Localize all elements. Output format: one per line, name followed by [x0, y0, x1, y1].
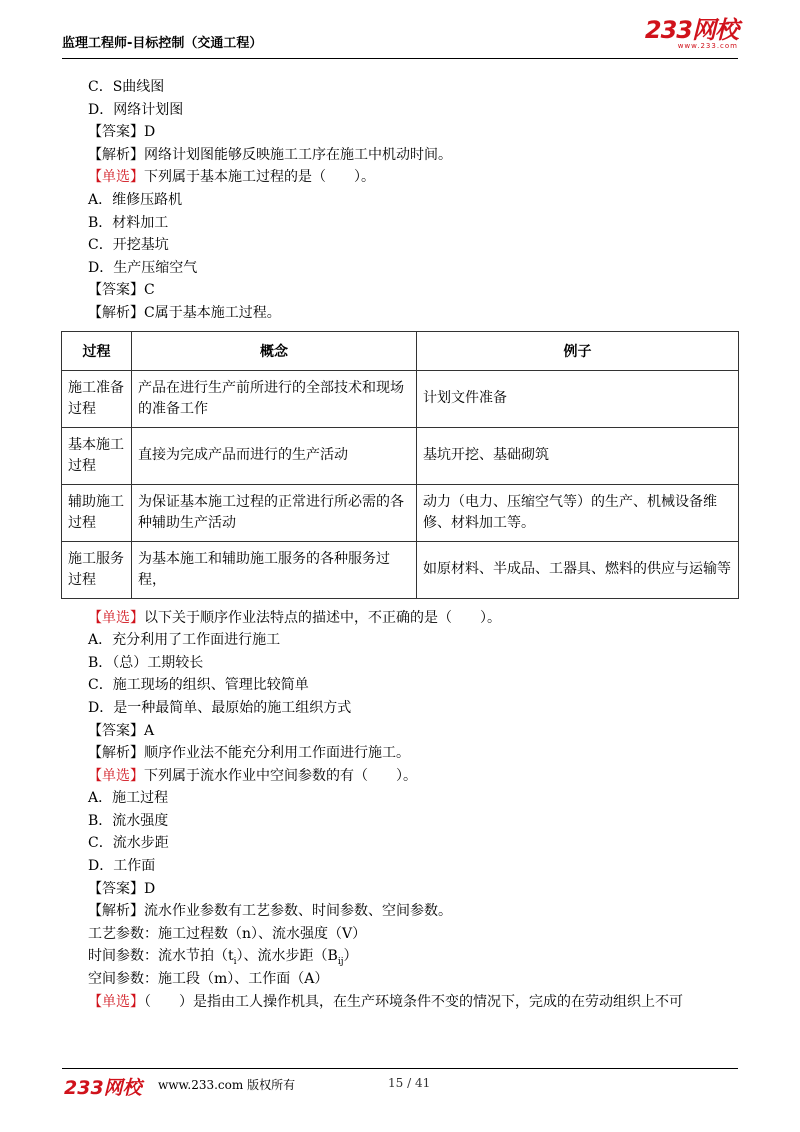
table-row [62, 484, 739, 541]
process-table-wrap [61, 331, 738, 599]
document-body [68, 76, 738, 1013]
option: C．S曲线图 [88, 79, 165, 95]
param-line [88, 945, 738, 968]
table-cell: 施工服务过程 [62, 541, 132, 598]
param-text: ） [343, 948, 358, 965]
option: B．（总）工期较长 [88, 654, 204, 671]
option: D．网络计划图 [88, 101, 184, 118]
option: B．材料加工 [88, 214, 169, 231]
analysis: 【解析】C属于基本施工过程。 [88, 304, 281, 321]
table-header: 例子 [417, 331, 739, 370]
table-row [62, 541, 739, 598]
table-cell: 基本施工过程 [62, 427, 132, 484]
option: A．施工过程 [88, 790, 169, 807]
table-cell: 计划文件准备 [417, 370, 739, 427]
process-table [61, 331, 739, 599]
table-cell: 如原材料、半成品、工器具、燃料的供应与运输等 [417, 541, 739, 598]
logo-url: www.233.com [677, 42, 738, 50]
param-text: 时间参数：流水节拍（t [88, 948, 234, 965]
answer: 【答案】D [88, 880, 156, 897]
question-tag: 【单选】 [88, 609, 144, 626]
analysis: 【解析】流水作业参数有工艺参数、时间参数、空间参数。 [88, 903, 452, 920]
table-cell: 为基本施工和辅助施工服务的各种服务过程， [132, 541, 417, 598]
option: D．是一种最简单、最原始的施工组织方式 [88, 699, 352, 716]
question-tag: 【单选】 [88, 767, 144, 784]
option: B．流水强度 [88, 812, 169, 829]
table-cell: 施工准备过程 [62, 370, 132, 427]
question-stem [88, 166, 738, 189]
param-line: 工艺参数：施工过程数（n）、流水强度（V） [88, 925, 367, 942]
answer: 【答案】D [88, 124, 156, 141]
subscript: i [233, 957, 237, 968]
option: A．维修压路机 [88, 191, 183, 208]
header-title: 监理工程师-目标控制（交通工程） [62, 36, 263, 51]
page-header [62, 0, 738, 59]
param-line: 空间参数：施工段（m）、工作面（A） [88, 971, 329, 988]
table-cell: 为保证基本施工过程的正常进行所必需的各种辅助生产活动 [132, 484, 417, 541]
param-text: ）、流水步距（B [236, 948, 338, 965]
question-tag: 【单选】 [88, 169, 144, 186]
option: D．工作面 [88, 858, 156, 875]
table-header-row [62, 331, 739, 370]
table-row [62, 427, 739, 484]
option: A．充分利用了工作面进行施工 [88, 632, 281, 649]
brand-logo [645, 18, 738, 50]
logo-text: 233网校 [644, 16, 738, 44]
option: C．流水步距 [88, 835, 169, 852]
question-text: 以下关于顺序作业法特点的描述中，不正确的是（ ）。 [144, 609, 501, 626]
table-cell: 产品在进行生产前所进行的全部技术和现场的准备工作 [132, 370, 417, 427]
subscript: ij [337, 957, 344, 968]
table-cell: 直接为完成产品而进行的生产活动 [132, 427, 417, 484]
table-cell: 动力（电力、压缩空气等）的生产、机械设备维修、材料加工等。 [417, 484, 739, 541]
question-stem [88, 991, 738, 1014]
analysis: 【解析】顺序作业法不能充分利用工作面进行施工。 [88, 745, 410, 762]
table-header: 过程 [62, 331, 132, 370]
footer-logo: 233网校 [64, 1077, 142, 1099]
analysis: 【解析】网络计划图能够反映施工工序在施工中机动时间。 [88, 146, 452, 163]
section-after-table [88, 607, 738, 1014]
option: D．生产压缩空气 [88, 259, 198, 276]
table-row [62, 370, 739, 427]
option: C．施工现场的组织、管理比较简单 [88, 677, 309, 694]
page-number: 15 / 41 [388, 1076, 431, 1090]
table-header: 概念 [132, 331, 417, 370]
answer: 【答案】A [88, 722, 155, 739]
table-cell: 基坑开挖、基础砌筑 [417, 427, 739, 484]
question-text: 下列属于基本施工过程的是（ ）。 [144, 169, 375, 186]
question-tag: 【单选】 [88, 993, 144, 1010]
question-text: （ ）是指由工人操作机具，在生产环境条件不变的情况下，完成的在劳动组织上不可 [144, 993, 683, 1010]
question-stem [88, 765, 738, 788]
question-stem [88, 607, 738, 630]
table-cell: 辅助施工过程 [62, 484, 132, 541]
question-text: 下列属于流水作业中空间参数的有（ ）。 [144, 767, 417, 784]
page-footer [62, 1068, 738, 1099]
answer: 【答案】C [88, 282, 155, 299]
copyright-text: www.233.com 版权所有 [158, 1078, 296, 1092]
option: C．开挖基坑 [88, 237, 169, 254]
